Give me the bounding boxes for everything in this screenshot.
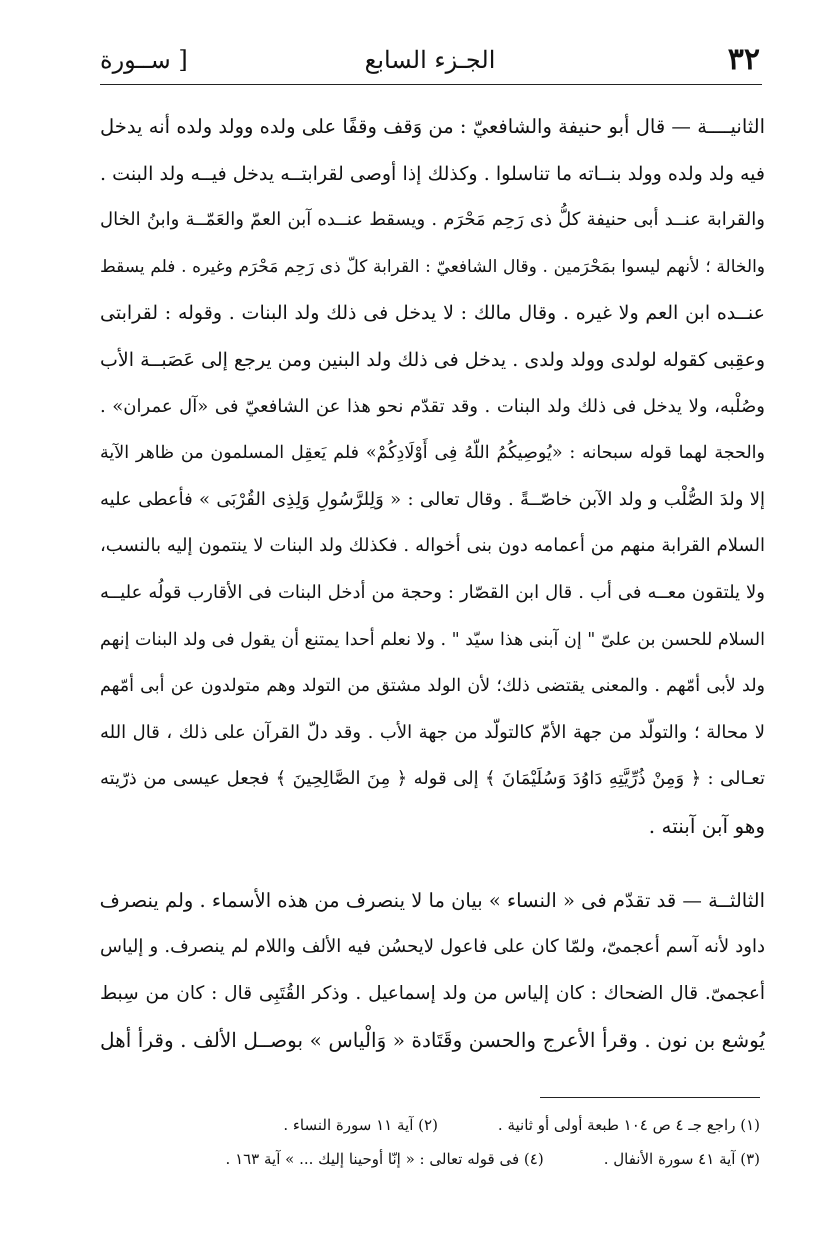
text-line: يُوشع بن نون . وقرأ الأعرج والحسن وقَتَادة « وَالْياس » بوصــل الألف . وقرأ أهل (100, 1028, 765, 1053)
footnote: (٣) آية ٤١ سورة الأنفال . (603, 1150, 760, 1168)
running-title: الجـزء السابع (364, 46, 496, 74)
body-text (100, 104, 765, 1064)
footnotes (150, 1108, 760, 1176)
text-line: إلا ولدَ الصُّلْب و ولد الآبن خاصّــةً . وقال تعالى : « وَلِلرَّسُولِ وَلِذِى القُرْبَى » فأعطى عليه (100, 488, 765, 510)
text-line: وصُلْبه، ولا يدخل فى ذلك ولد البنات . وقد تقدّم نحو هذا عن الشافعيّ فى «آل عمران» . (100, 395, 765, 417)
text-line: والحجة لهما قوله سبحانه : «يُوصِيكُمُ اللّهُ فِى أَوْلَادِكُمْ» فلم يَعقِل المسلمون من ظاهر الآية (100, 443, 765, 464)
text-line: وهو آبن آبنته . (648, 813, 765, 838)
text-line: السلام القرابة منهم من أعمامه دون بنى أخواله . فكذلك ولد البنات لا ينتمون إليه بالنسب، (100, 535, 765, 557)
text-line: الثانيــــة — قال أبو حنيفة والشافعيّ : من وَقف وقفًا على ولده وولد ولده أنه يدخل (100, 115, 765, 138)
footnote-rule (540, 1097, 760, 1098)
text-line: عنــده ابن العم ولا غيره . وقال مالك : لا يدخل فى ذلك ولد البنات . وقوله : لقرابتى (100, 302, 765, 325)
text-line: وعقِبى كقوله لولدى وولد ولدى . يدخل فى ذلك ولد البنين ومن يرجع إلى عَصَبــة الأب (100, 348, 765, 371)
text-line: والقرابة عنــد أبى حنيفة كلُّ ذى رَحِم مَحْرَم . ويسقط عنــده آبن العمّ والعَمّــة وابنُ الخال (100, 209, 765, 231)
surah-label: [ ســورة (100, 46, 188, 74)
footnote-row (150, 1108, 760, 1142)
text-line: السلام للحسن بن علىّ " إن آبنى هذا سيّد " . ولا نعلم أحدا يمتنع أن يقول فى ولد البنات إنهم (100, 629, 765, 650)
text-line: لا محالة ؛ والتولّد من جهة الأمّ كالتولّد من جهة الأب . وقد دلّ القرآن على ذلك ، قال الله (100, 721, 765, 743)
text-line: أعجمىّ. قال الضحاك : كان إلياس من ولد إسماعيل . وذكر القُتَبِى قال : كان من سِبط (100, 982, 765, 1004)
text-line: والخالة ؛ لأنهم ليسوا بمَحْرَمين . وقال الشافعيّ : القرابة كلّ ذى رَحِم مَحْرَم وغيره . فلم يسقط (100, 256, 765, 277)
text-line: ولا يلتقون معــه فى أب . قال ابن القصّار : وحجة من أدخل البنات فى الأقارب قولُه عليــه (100, 581, 765, 603)
footnote: (٢) آية ١١ سورة النساء . (283, 1116, 438, 1134)
footnote: (٤) فى قوله تعالى : « إنّا أوحينا إليك ... » آية ١٦٣ . (225, 1150, 544, 1168)
text-line: ولد لأبى أمّهم . والمعنى يقتضى ذلك؛ لأن الولد مشتق من التولد وهم متولدون عن أبى أمّهم (100, 676, 765, 697)
text-line: تعـالى : ﴿ وَمِنْ ذُرِّيَّتِهِ دَاوُدَ وَسُلَيْمَانَ ﴾ إلى قوله ﴿ مِنَ الصَّالِحِينَ ﴾ فجعل عيسى من ذرّيته (100, 768, 765, 790)
header-rule (100, 84, 762, 85)
page-number: ٣٢ (727, 42, 760, 77)
text-line: الثالثــة — قد تقدّم فى « النساء » بيان ما لا ينصرف من هذه الأسماء . ولم ينصرف (100, 888, 765, 912)
text-line: داود لأنه آسم أعجمىّ، ولمّا كان على فاعول لايحسُن فيه الألف واللام لم ينصرف. و إلياس (100, 936, 765, 958)
text-line: فيه ولد ولده وولد بنــاته ما تناسلوا . وكذلك إذا أوصى لقرابتــه يدخل فيــه ولد البنت . (100, 162, 765, 185)
page-header (100, 38, 760, 84)
footnote: (١) راجع جـ ٤ ص ١٠٤ طبعة أولى أو ثانية . (497, 1116, 760, 1134)
footnote-row (150, 1142, 760, 1176)
paragraph-gap (100, 850, 765, 878)
